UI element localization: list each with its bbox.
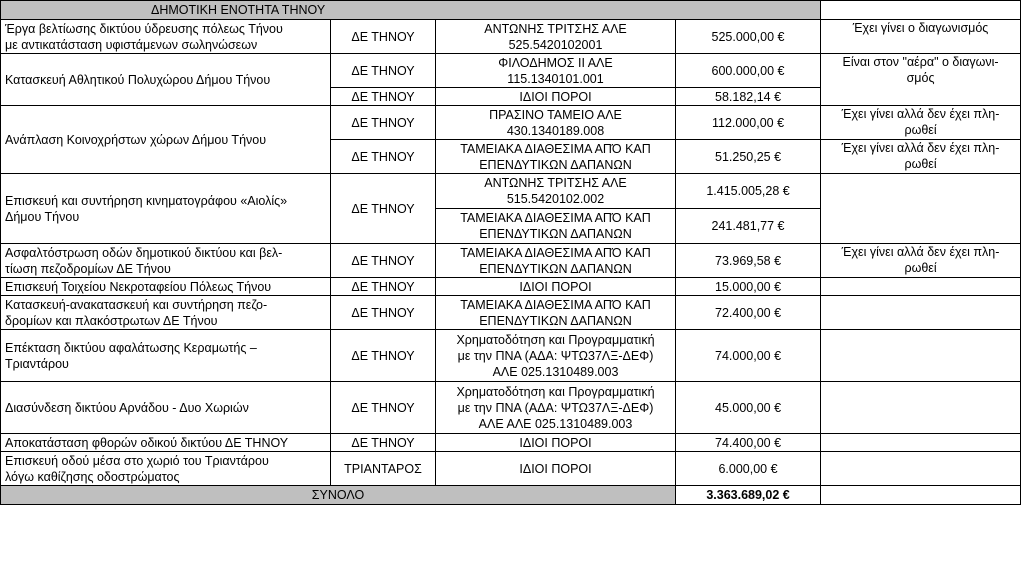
funding-cell: ΤΑΜΕΙΑΚΑ ΔΙΑΘΕΣΙΜΑ ΑΠΌ ΚΑΠ ΕΠΕΝΔΥΤΙΚΩΝ ΔΑΠΑΝΩΝ [436,209,676,244]
unit-cell: ΔΕ ΤΗΝΟΥ [331,88,436,106]
funding-cell: ΙΔΙΟΙ ΠΟΡΟΙ [436,88,676,106]
total-row [1,486,1021,505]
project-description: Έργα βελτίωσης δικτύου ύδρευσης πόλεως Τήνου με αντικατάσταση υφιστάμενων σωληνώσεων [1,20,331,54]
project-description: Επισκευή και συντήρηση κινηματογράφου «Αιολίς» Δήμου Τήνου [1,174,331,244]
table-row [1,20,1021,54]
header-notes-cell [821,1,1021,20]
unit-cell: ΔΕ ΤΗΝΟΥ [331,54,436,88]
amount-cell: 15.000,00 € [676,278,821,296]
note-cell [821,174,1021,244]
amount-cell: 58.182,14 € [676,88,821,106]
amount-cell: 74.400,00 € [676,434,821,452]
total-label: ΣΥΝΟΛΟ [1,486,676,505]
note-cell: Έχει γίνει αλλά δεν έχει πλη- ρωθεί [821,106,1021,140]
amount-cell: 1.415.005,28 € [676,174,821,209]
funding-cell: ΠΡΑΣΙΝΟ ΤΑΜΕΙΟ ΑΛΕ 430.1340189.008 [436,106,676,140]
project-description: Επέκταση δικτύου αφαλάτωσης Κεραμωτής – Τριαντάρου [1,330,331,382]
funding-cell: ΤΑΜΕΙΑΚΑ ΔΙΑΘΕΣΙΜΑ ΑΠΌ ΚΑΠ ΕΠΕΝΔΥΤΙΚΩΝ ΔΑΠΑΝΩΝ [436,140,676,174]
amount-cell: 600.000,00 € [676,54,821,88]
project-description: Κατασκευή Αθλητικού Πολυχώρου Δήμου Τήνου [1,54,331,106]
funding-cell: ΑΝΤΩΝΗΣ ΤΡΙΤΣΗΣ ΑΛΕ 515.5420102.002 [436,174,676,209]
amount-cell: 525.000,00 € [676,20,821,54]
project-description: Επισκευή οδού μέσα στο χωριό του Τριαντάρου λόγω καθίζησης οδοστρώματος [1,452,331,486]
table-row [1,278,1021,296]
unit-cell: ΔΕ ΤΗΝΟΥ [331,330,436,382]
unit-cell: ΔΕ ΤΗΝΟΥ [331,174,436,244]
unit-cell: ΔΕ ΤΗΝΟΥ [331,278,436,296]
table-row [1,296,1021,330]
table-row [1,452,1021,486]
note-cell [821,434,1021,452]
project-description: Επισκευή Τοιχείου Νεκροταφείου Πόλεως Τήνου [1,278,331,296]
funding-cell: Χρηματοδότηση και Προγραμματική με την ΠΝΑ (ΑΔΑ: ΨΤΩ37ΛΞ-ΔΕΦ) ΑΛΕ 025.1310489.003 [436,330,676,382]
project-description: Ανάπλαση Κοινοχρήστων χώρων Δήμου Τήνου [1,106,331,174]
section-title: ΔΗΜΟΤΙΚΗ ΕΝΟΤΗΤΑ ΤΗΝΟΥ [1,1,821,20]
funding-cell: Χρηματοδότηση και Προγραμματική με την ΠΝΑ (ΑΔΑ: ΨΤΩ37ΛΞ-ΔΕΦ) ΑΛΕ ΑΛΕ 025.1310489.003 [436,382,676,434]
funding-cell: ΙΔΙΟΙ ΠΟΡΟΙ [436,434,676,452]
unit-cell: ΔΕ ΤΗΝΟΥ [331,434,436,452]
funding-cell: ΙΔΙΟΙ ΠΟΡΟΙ [436,452,676,486]
unit-cell: ΔΕ ΤΗΝΟΥ [331,244,436,278]
unit-cell: ΔΕ ΤΗΝΟΥ [331,296,436,330]
funding-cell: ΑΝΤΩΝΗΣ ΤΡΙΤΣΗΣ ΑΛΕ 525.5420102001 [436,20,676,54]
note-cell [821,330,1021,382]
table-row [1,174,1021,209]
unit-cell: ΔΕ ΤΗΝΟΥ [331,140,436,174]
total-notes-cell [821,486,1021,505]
note-cell: Είναι στον "αέρα" ο διαγωνι- σμός [821,54,1021,106]
note-cell [821,382,1021,434]
funding-cell: ΤΑΜΕΙΑΚΑ ΔΙΑΘΕΣΙΜΑ ΑΠΌ ΚΑΠ ΕΠΕΝΔΥΤΙΚΩΝ ΔΑΠΑΝΩΝ [436,296,676,330]
amount-cell: 51.250,25 € [676,140,821,174]
amount-cell: 6.000,00 € [676,452,821,486]
total-amount: 3.363.689,02 € [676,486,821,505]
unit-cell: ΔΕ ΤΗΝΟΥ [331,20,436,54]
funding-cell: ΙΔΙΟΙ ΠΟΡΟΙ [436,278,676,296]
amount-cell: 45.000,00 € [676,382,821,434]
amount-cell: 74.000,00 € [676,330,821,382]
project-description: Αποκατάσταση φθορών οδικού δικτύου ΔΕ ΤΗΝΟΥ [1,434,331,452]
note-cell [821,296,1021,330]
funding-cell: ΦΙΛΟΔΗΜΟΣ ΙΙ ΑΛΕ 115.1340101.001 [436,54,676,88]
unit-cell: ΤΡΙΑΝΤΑΡΟΣ [331,452,436,486]
unit-cell: ΔΕ ΤΗΝΟΥ [331,382,436,434]
amount-cell: 241.481,77 € [676,209,821,244]
amount-cell: 112.000,00 € [676,106,821,140]
note-cell: Έχει γίνει ο διαγωνισμός [821,20,1021,54]
project-description: Ασφαλτόστρωση οδών δημοτικού δικτύου και βελ- τίωση πεζοδρομίων ΔΕ Τήνου [1,244,331,278]
project-description: Διασύνδεση δικτύου Αρνάδου - Δυο Χωριών [1,382,331,434]
table-row [1,382,1021,434]
table-row [1,106,1021,140]
note-cell: Έχει γίνει αλλά δεν έχει πλη- ρωθεί [821,244,1021,278]
table-row [1,434,1021,452]
amount-cell: 73.969,58 € [676,244,821,278]
amount-cell: 72.400,00 € [676,296,821,330]
table-header-row [1,1,1021,20]
table-row [1,244,1021,278]
table-row [1,330,1021,382]
note-cell: Έχει γίνει αλλά δεν έχει πλη- ρωθεί [821,140,1021,174]
note-cell [821,278,1021,296]
funding-cell: ΤΑΜΕΙΑΚΑ ΔΙΑΘΕΣΙΜΑ ΑΠΌ ΚΑΠ ΕΠΕΝΔΥΤΙΚΩΝ ΔΑΠΑΝΩΝ [436,244,676,278]
note-cell [821,452,1021,486]
unit-cell: ΔΕ ΤΗΝΟΥ [331,106,436,140]
table-row [1,54,1021,88]
project-description: Κατασκευή-ανακατασκευή και συντήρηση πεζο- δρομίων και πλακόστρωτων ΔΕ Τήνου [1,296,331,330]
